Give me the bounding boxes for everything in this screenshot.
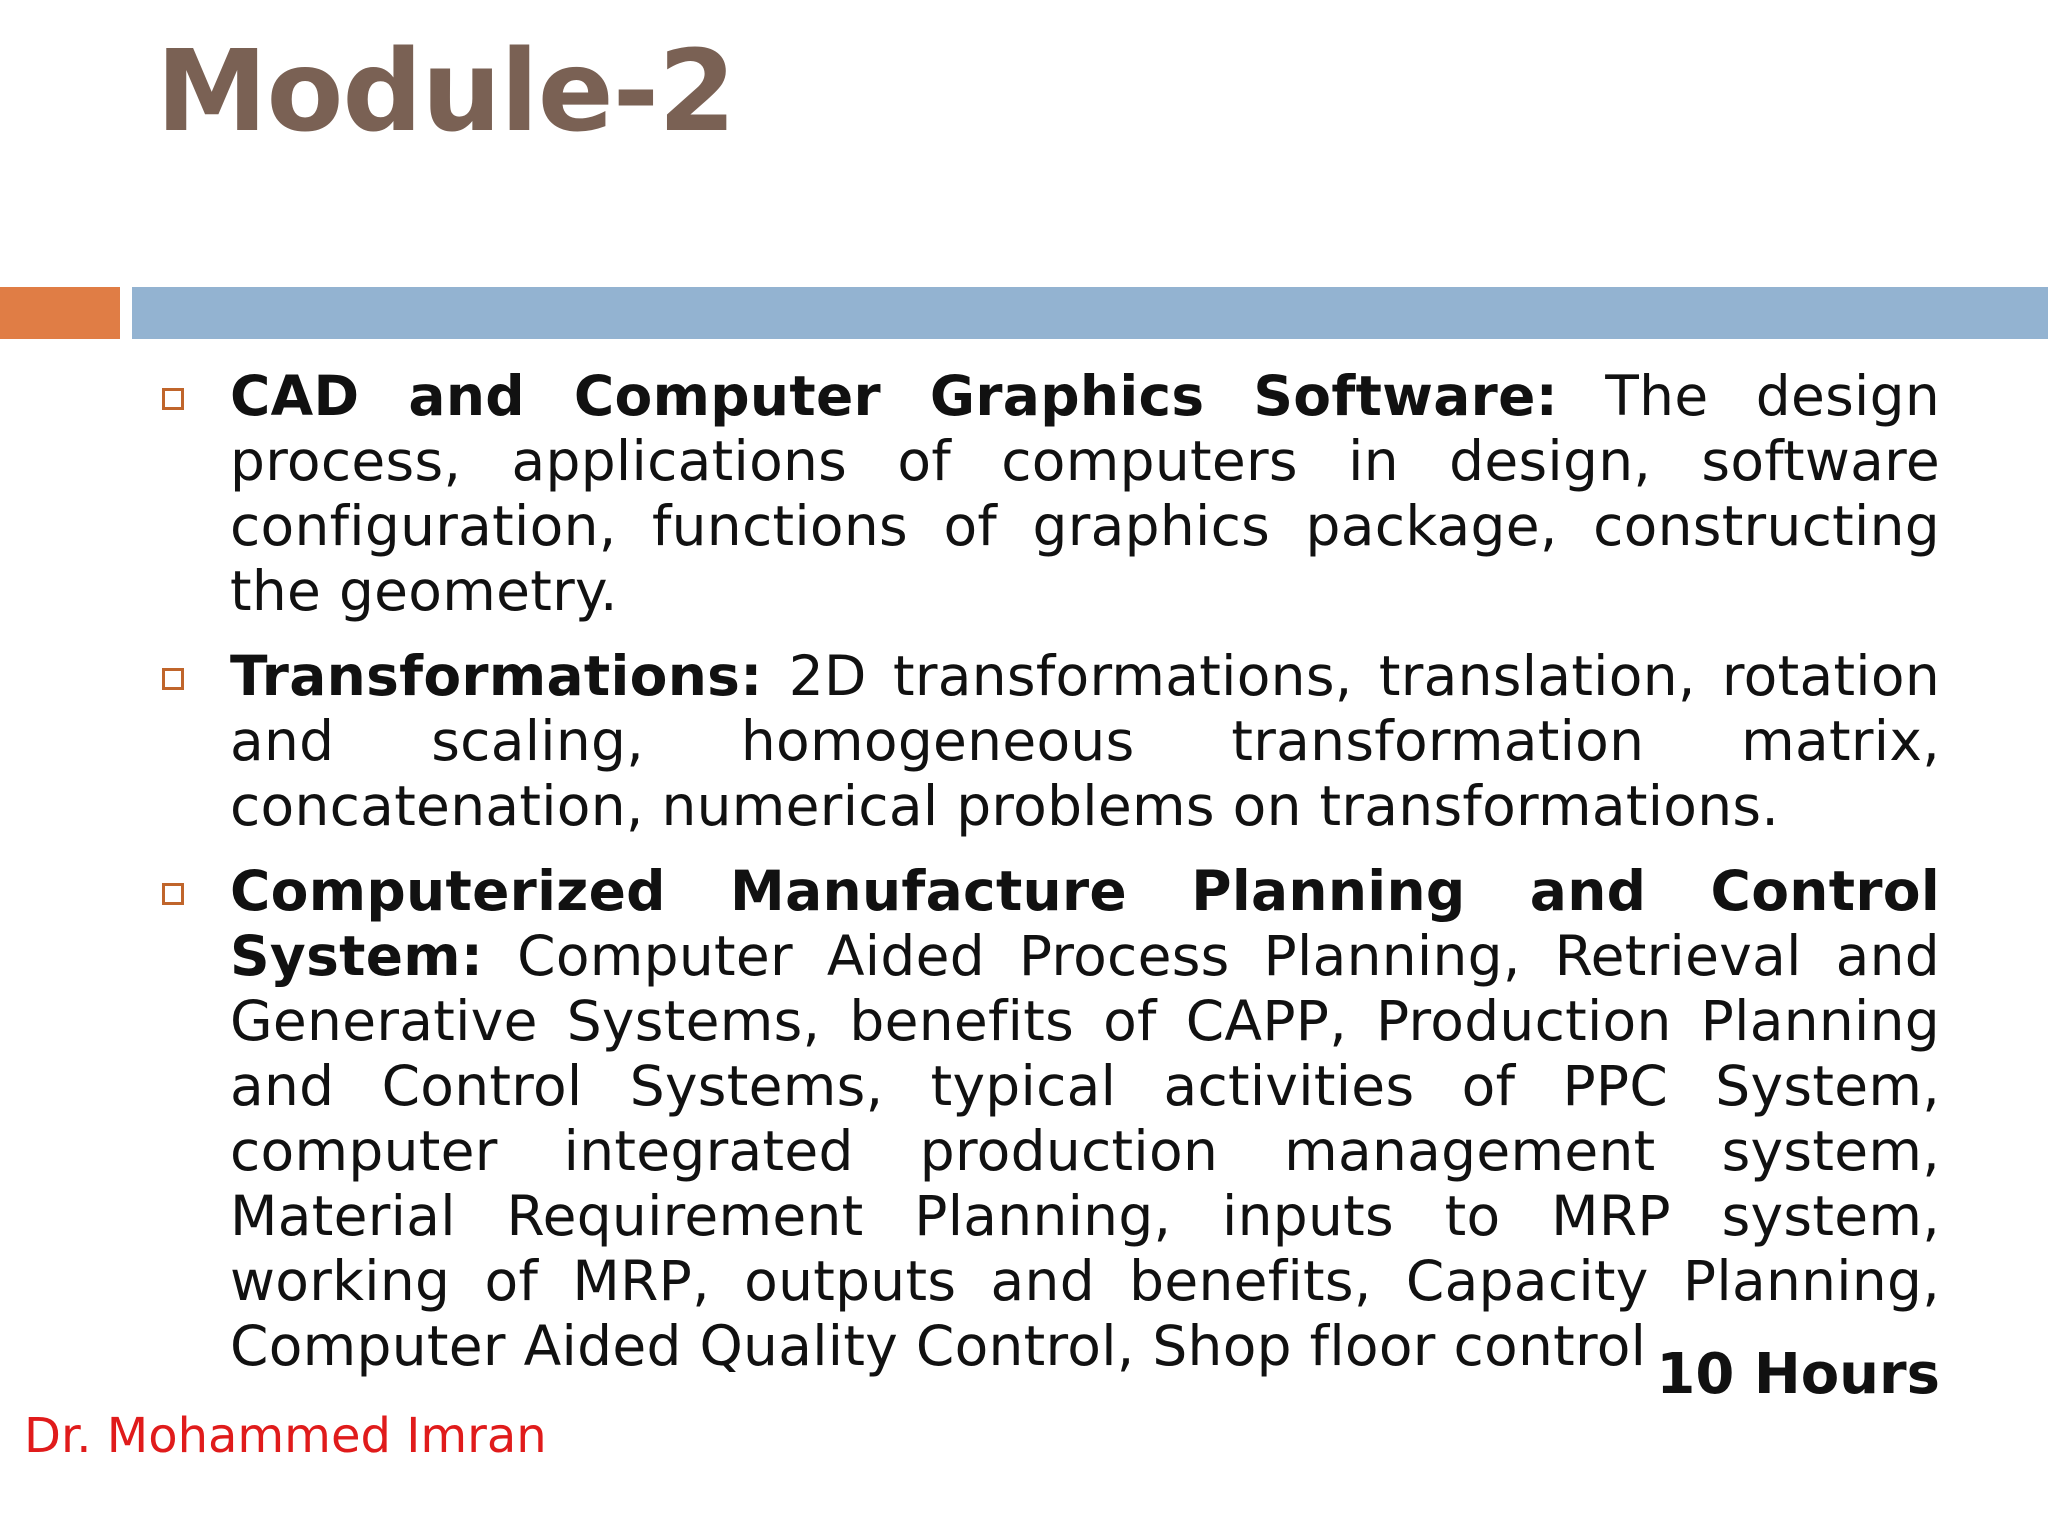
bullet-item-transformations <box>160 644 1940 839</box>
bullet-heading: Transformations: <box>230 644 763 708</box>
bullet-item-manufacture-planning <box>160 859 1940 1379</box>
bullet-text: 2D transformations, translation, rotation and scaling, homogeneous transformation matrix, concatenation, numerical problems on transformations. <box>230 644 1940 838</box>
bullet-list <box>160 364 1940 1399</box>
bullet-text: Computer Aided Process Planning, Retrieval and Generative Systems, benefits of CAPP, Production Planning and Control Systems, typical activities of PPC System, computer integrated production management system, Material Requirement Planning, inputs to MRP system, working of MRP, outputs and benefits, Capacity Planning, Computer Aided Quality Control, Shop floor control <box>230 924 1940 1378</box>
accent-bar <box>0 287 120 339</box>
bullet-heading: Computerized Manufacture Planning and Control System: <box>230 859 1940 988</box>
bullet-item-cad-software <box>160 364 1940 624</box>
square-bullet-icon <box>162 388 184 410</box>
bullet-text: The design process, applications of computers in design, software configuration, functions of graphics package, constructing the geometry. <box>230 364 1940 623</box>
square-bullet-icon <box>162 883 184 905</box>
author-name: Dr. Mohammed Imran <box>24 1408 547 1464</box>
square-bullet-icon <box>162 668 184 690</box>
module-hours: 10 Hours <box>1656 1342 1940 1407</box>
slide-title: Module-2 <box>156 27 736 157</box>
title-rule-bar <box>132 287 2048 339</box>
bullet-heading: CAD and Computer Graphics Software: <box>230 364 1559 428</box>
